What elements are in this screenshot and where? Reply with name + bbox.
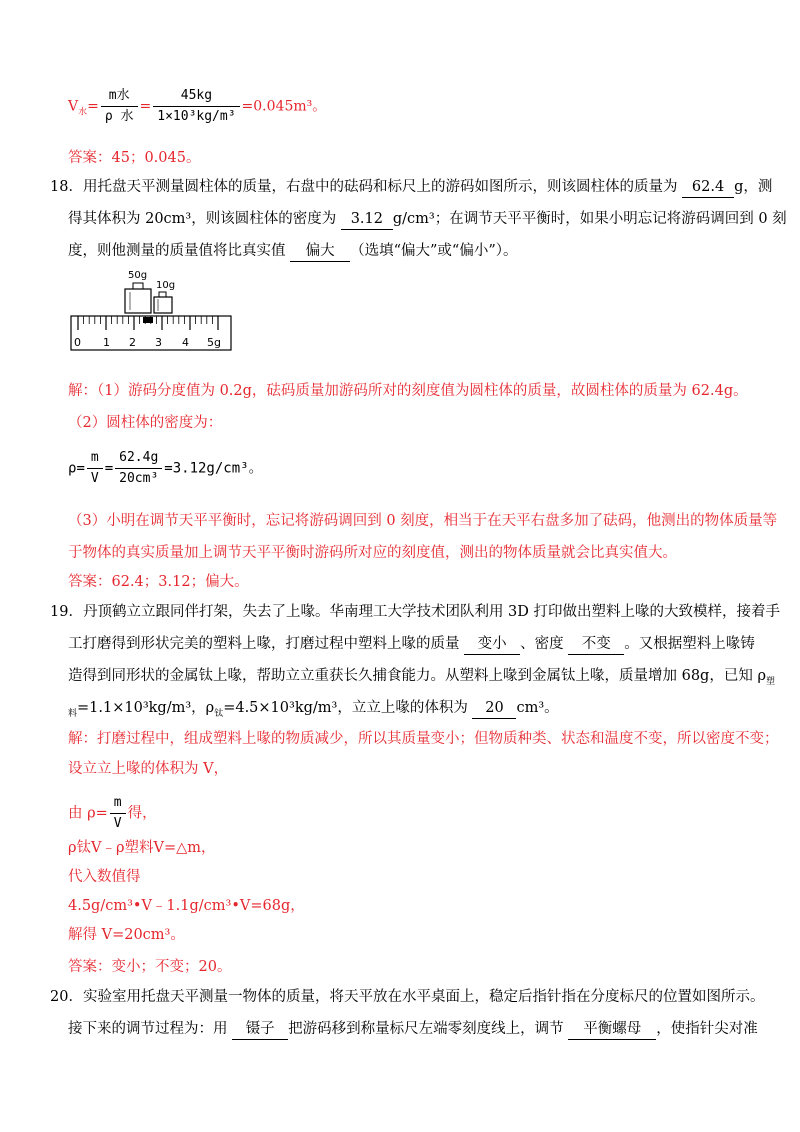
weight-50g-label: 50g: [128, 270, 148, 281]
tick-label-1: 1: [103, 336, 110, 349]
q19-solution-1: 解：打磨过程中，组成塑料上喙的物质减少，所以其质量变小；但物质种类、状态和温度不变，所以密度不变；: [68, 731, 779, 747]
q19-blank1: 变小: [464, 634, 520, 655]
q18-line1: [50, 177, 772, 198]
q19-text3-sub: 塑: [765, 676, 775, 687]
q19-sol3a: 由 ρ=: [68, 805, 108, 822]
q17-result: =0.045m³。: [241, 98, 327, 115]
tick-label-2: 2: [129, 336, 136, 349]
q18-text3b: （选填“偏大”或“偏小”）。: [350, 243, 518, 259]
q17-formula: [68, 86, 326, 127]
q17-fraction-1: [101, 86, 138, 127]
rider-marker: [143, 317, 153, 323]
q19-text4c: cm³。: [516, 700, 559, 716]
q18-density-formula: ρ= $\frac{m}{V}$ = $\frac{62.4g}{\text{20cm³}}$ =3.12g/cm³。: [68, 448, 263, 489]
q19-solution-6: 4.5g/cm³•V﹣1.1g/cm³•V=68g，: [68, 898, 305, 914]
q18-answer: 答案：62.4；3.12；偏大。: [68, 574, 249, 590]
tick-label-5: 5g: [207, 336, 221, 349]
q19-sol3-frac: [110, 793, 126, 834]
q19-solution-7: 解得 V=20cm³。: [68, 927, 185, 943]
q20-text1: 实验室用托盘天平测量一物体的质量，将天平放在水平桌面上，稳定后指针指在分度标尺的位置如图所示。: [82, 989, 765, 1005]
q17-fraction-2: [153, 86, 239, 127]
q19-solution-4: ρ钛V﹣ρ塑料V=△m，: [68, 840, 216, 856]
q18-text1: 用托盘天平测量圆柱体的质量，右盘中的砝码和标尺上的游码如图所示，则该圆柱体的质量为: [82, 179, 678, 195]
q17-v: V: [68, 98, 79, 115]
q18-solution-3a: （3）小明在调节天平平衡时，忘记将游码调回到 0 刻度，相当于在天平右盘多加了砝码，他测出的物体质量等: [68, 513, 778, 529]
q18-blank2: 3.12: [341, 209, 393, 230]
q17-frac2-num: 45kg: [153, 86, 239, 107]
q18-line3: [68, 241, 518, 262]
q19-text4b: =4.5×10³kg/m³，立立上喙的体积为: [223, 700, 468, 716]
q18-rho: ρ: [68, 460, 77, 477]
q17-v-sub: 水: [78, 107, 88, 118]
q19-blank2: 不变: [568, 634, 624, 655]
q19-text3: 造得到同形状的金属钛上喙，帮助立立重获长久捕食能力。从塑料上喙到金属钛上喙，质量增加 68g，已知 ρ: [68, 668, 766, 684]
q18-text2b: g/cm³；在调节天平平衡时，如果小明忘记将游码调回到 0 刻: [392, 211, 787, 227]
q17-eq1: =: [87, 98, 99, 115]
q20-blank2: 平衡螺母: [568, 1019, 656, 1040]
weight-50g: [125, 283, 151, 313]
q18-rho-frac1: [87, 448, 103, 489]
weight-10g-label: 10g: [156, 280, 176, 291]
q20-number: 20．: [50, 989, 83, 1005]
q19-line4: [68, 698, 559, 724]
q18-number: 18．: [50, 179, 83, 195]
q18-rho-frac1-num: m: [87, 448, 103, 469]
q18-rho-frac2: [115, 448, 162, 489]
q18-rho-frac1-den: V: [90, 471, 99, 486]
q18-text3a: 度，则他测量的质量值将比真实值: [68, 243, 286, 259]
q17-frac1-num: m水: [101, 86, 138, 107]
q17-frac1-den: ρ 水: [104, 109, 134, 124]
q19-solution-2: 设立立上喙的体积为 V，: [68, 761, 229, 777]
q19-sol3-den: V: [113, 816, 122, 831]
q19-text4a: =1.1×10³kg/m³，ρ: [77, 700, 215, 716]
q18-unit1: g，测: [734, 179, 773, 195]
q18-solution-2: （2）圆柱体的密度为：: [68, 415, 223, 431]
q17-answer: 答案：45；0.045。: [68, 150, 201, 166]
q19-text2b: 、密度: [520, 636, 564, 652]
q18-rho-frac2-den: 20cm³: [119, 471, 159, 486]
tick-label-3: 3: [155, 336, 162, 349]
q19-answer: 答案：变小；不变；20。: [68, 959, 232, 975]
q20-line1: [50, 987, 764, 1007]
tick-label-0: 0: [74, 336, 81, 349]
q20-text2a: 接下来的调节过程为：用: [68, 1021, 228, 1037]
q19-text4a-sub: 料: [68, 708, 78, 719]
q19-sol3b: 得，: [127, 805, 157, 822]
scale-ruler: [71, 316, 231, 350]
q19-solution-5: 代入数值得: [68, 869, 141, 885]
q19-sol3-num: m: [110, 793, 126, 814]
q19-text4b-sub: 钛: [214, 708, 224, 719]
weight-10g: [154, 292, 172, 313]
balance-scale-figure: [70, 266, 235, 352]
q19-line1: [50, 602, 780, 622]
q20-text2c: ，使指针尖对准: [656, 1021, 758, 1037]
q20-blank1: 镊子: [232, 1019, 288, 1040]
q18-rho-frac2-num: 62.4g: [115, 448, 162, 469]
q19-number: 19．: [50, 604, 83, 620]
q20-line2: [68, 1019, 758, 1040]
q19-solution-3: [68, 793, 157, 834]
q20-text2b: 把游码移到称量标尺左端零刻度线上，调节: [288, 1021, 564, 1037]
q18-line2: [68, 209, 787, 230]
q18-solution-3b: 于物体的真实质量加上调节天平平衡时游码所对应的刻度值，测出的物体质量就会比真实值大。: [68, 545, 677, 561]
q19-text2a: 工打磨得到形状完美的塑料上喙，打磨过程中塑料上喙的质量: [68, 636, 460, 652]
q18-text2a: 得其体积为 20cm³，则该圆柱体的密度为: [68, 211, 337, 227]
q18-blank1: 62.4: [682, 177, 734, 198]
q19-line3: [68, 666, 775, 692]
tick-label-4: 4: [182, 336, 189, 349]
q19-text2c: 。又根据塑料上喙铸: [624, 636, 755, 652]
q19-text1: 丹顶鹤立立跟同伴打架，失去了上喙。华南理工大学技术团队利用 3D 打印做出塑料上喙的大致模样，接着手: [82, 604, 781, 620]
q18-solution-1: 解：（1）游码分度值为 0.2g，砝码质量加游码所对的刻度值为圆柱体的质量，故圆柱体的质量为 62.4g。: [68, 383, 748, 399]
q19-blank3: 20: [472, 698, 516, 719]
q17-eq2: =: [139, 98, 152, 115]
q17-frac2-den: 1×10³kg/m³: [157, 109, 236, 124]
q18-blank3: 偏大: [290, 241, 350, 262]
q18-rho-result: =3.12g/cm³。: [164, 460, 263, 477]
q19-line2: [68, 634, 755, 655]
